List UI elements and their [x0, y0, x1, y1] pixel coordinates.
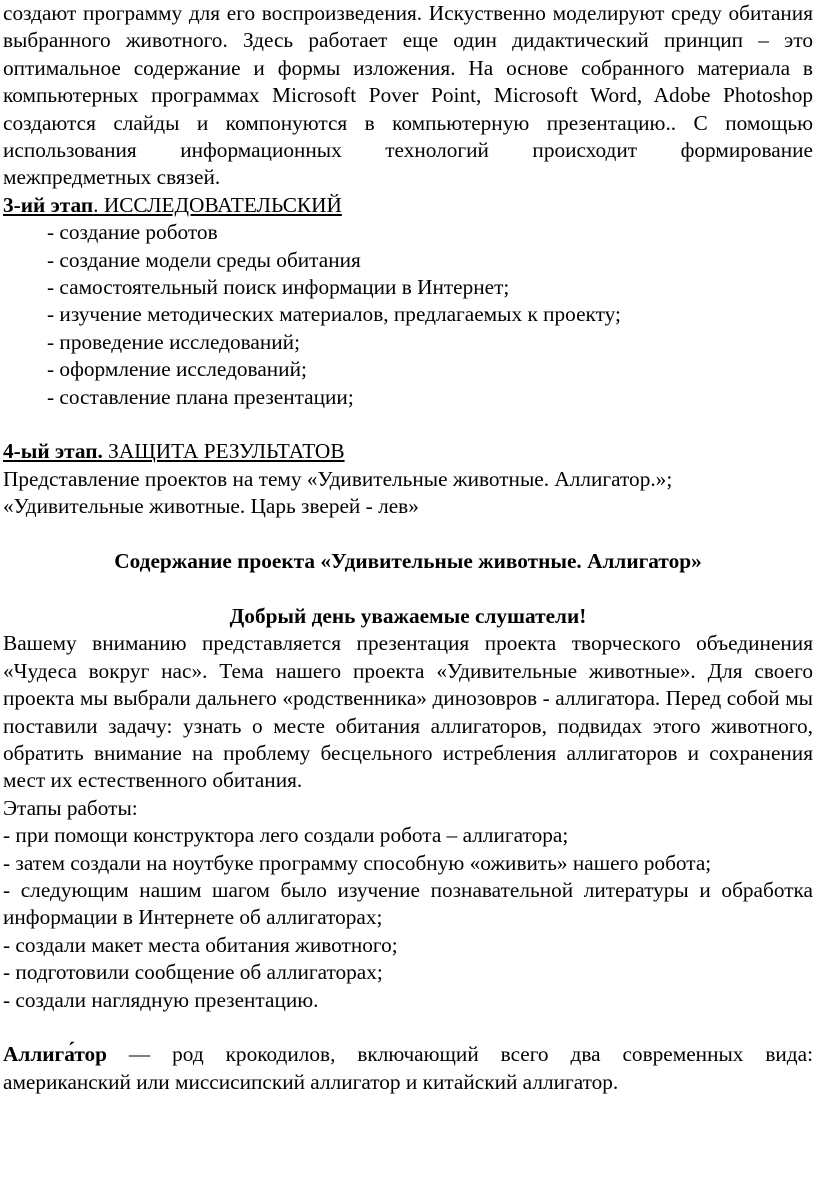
list-item: - самостоятельный поиск информации в Интернет; — [47, 275, 510, 300]
list-item: - следующим нашим шагом было изучение познавательной литературы и обработка информации в Интернете об аллигаторах; — [3, 877, 813, 930]
stage3-title: . ИССЛЕДОВАТЕЛЬСКИЙ — [93, 192, 342, 217]
stage4-line: Представление проектов на тему «Удивительные животные. Аллигатор.»; — [3, 466, 673, 491]
stage4-label: 4-ый этап. — [3, 439, 103, 464]
spacer — [3, 521, 813, 548]
presentation-paragraph: Вашему вниманию представляется презентация проекта творческого объединения «Чудеса вокруг нас». Тема нашего проекта «Удивительные животные». Для своего проекта мы выбрали дальнего «родственника» динозовров - аллигатора. Перед собой мы поставили задачу: узнать о месте обитания аллигаторов, подвидах этого животного, обратить внимание на проблему бесцельного истребления аллигаторов и сохранения мест их естественного обитания. — [3, 631, 813, 793]
stage4-line: «Удивительные животные. Царь зверей - лев» — [3, 494, 419, 519]
list-item: - изучение методических материалов, предлагаемых к проекту; — [47, 302, 621, 327]
greeting-heading: Добрый день уважаемые слушатели! — [229, 603, 587, 628]
list-item: - при помощи конструктора лего создали робота – аллигатора; — [3, 823, 569, 848]
work-stages-list — [3, 822, 813, 1014]
work-stages-title: Этапы работы: — [3, 795, 138, 820]
list-item: - проведение исследований; — [47, 329, 300, 354]
list-item: - создание модели среды обитания — [47, 247, 361, 272]
list-item: - подготовили сообщение об аллигаторах; — [3, 960, 383, 985]
list-item: - затем создали на ноутбуке программу способную «оживить» нашего робота; — [3, 850, 712, 875]
stage4-heading — [3, 438, 813, 465]
stage3-label: 3-ий этап — [3, 192, 94, 217]
list-item: - создали наглядную презентацию. — [3, 987, 319, 1012]
definition-text: — род крокодилов, включающий всего два современных вида: американский или миссисипский аллигатор и китайский аллигатор. — [3, 1042, 813, 1094]
list-item: - создали макет места обитания животного; — [3, 932, 398, 957]
list-item: - оформление исследований; — [47, 357, 307, 382]
spacer — [3, 411, 813, 438]
spacer — [3, 576, 813, 603]
stage4-title: ЗАЩИТА РЕЗУЛЬТАТОВ — [102, 439, 345, 464]
project-heading: Содержание проекта «Удивительные животные. Аллигатор» — [114, 549, 702, 574]
intro-paragraph: создают программу для его воспроизведения. Искуственно моделируют среду обитания выбранного животного. Здесь работает еще один дидактический принцип – это оптимальное содержание и формы изложения. На основе собранного материала в компьютерных программах Microsoft Pover Point, Microsoft Word, Adobe Photoshop создаются слайды и компонуются в компьютерную презентацию.. С помощью использования информационных технологий происходит формирование межпредметных связей. — [3, 1, 813, 190]
list-item: - создание роботов — [47, 220, 218, 245]
list-item: - составление плана презентации; — [47, 384, 354, 409]
stage3-list — [3, 219, 813, 411]
spacer — [3, 1014, 813, 1041]
stage3-heading — [3, 192, 813, 219]
alligator-definition — [3, 1041, 813, 1096]
definition-term: Аллига́тор — [3, 1042, 107, 1067]
